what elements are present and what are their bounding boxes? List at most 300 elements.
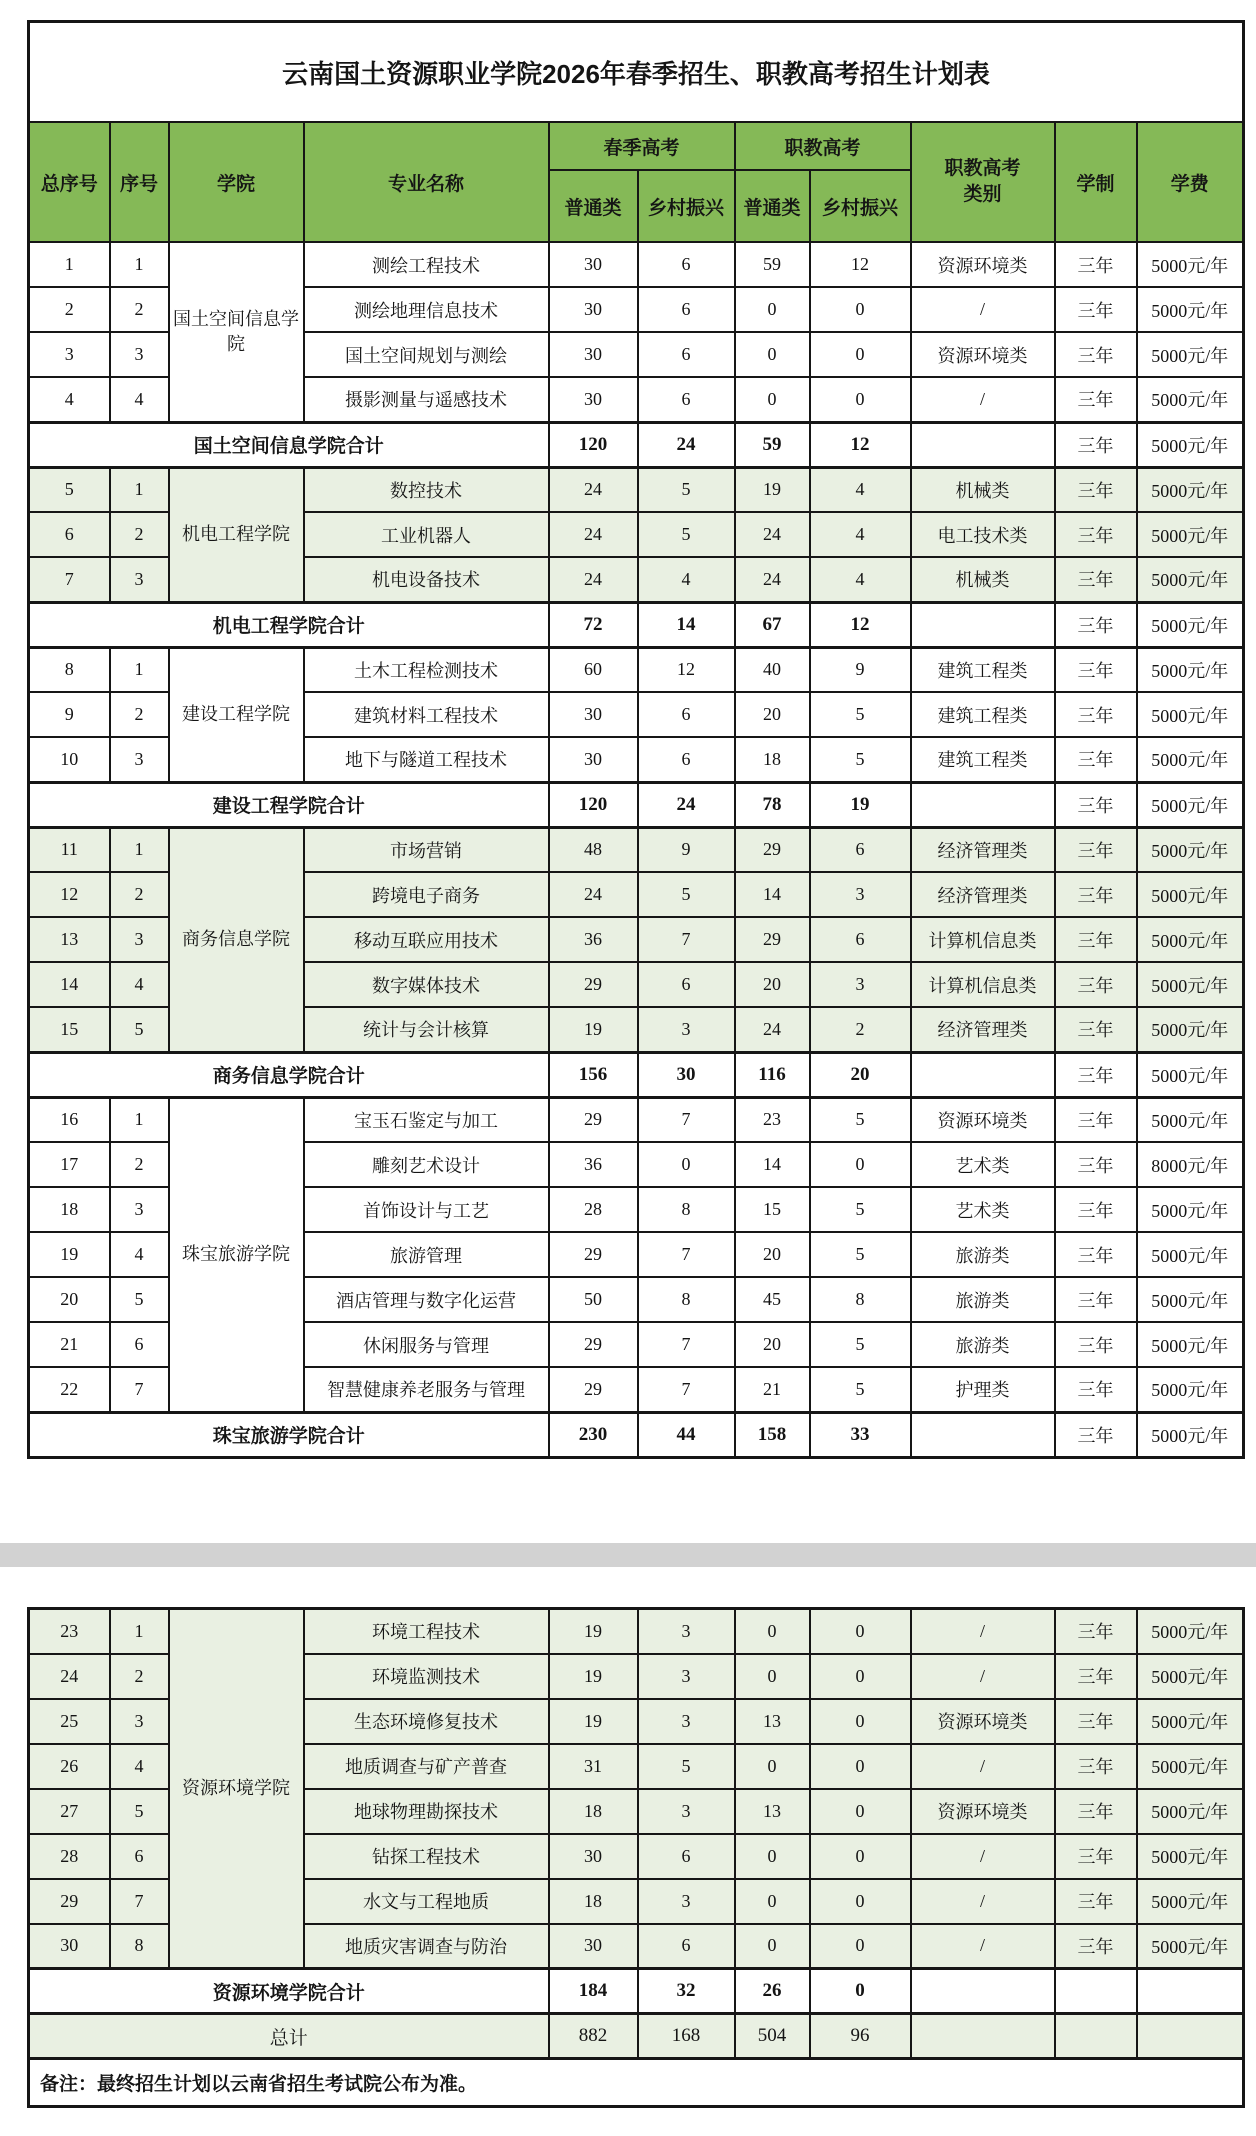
subtotal-value: 184 [549,1969,638,2014]
cell-tuition: 5000元/年 [1137,1879,1244,1924]
col-header-vocational-exam-group: 职教高考 [735,122,911,170]
cell-total-no: 15 [29,1007,110,1052]
subtotal-duration: 三年 [1055,782,1137,827]
cell-sub-no: 6 [110,1322,169,1367]
cell-voc-regular: 0 [735,1924,810,1969]
subtotal-tuition: 5000元/年 [1137,782,1244,827]
cell-major: 移动互联应用技术 [304,917,549,962]
cell-sub-no: 4 [110,962,169,1007]
cell-total-no: 21 [29,1322,110,1367]
cell-spring-regular: 30 [549,377,638,422]
cell-college: 建设工程学院 [169,647,304,782]
cell-voc-category: 建筑工程类 [911,737,1055,782]
cell-voc-category: / [911,377,1055,422]
major-row [29,827,1244,872]
cell-total-no: 11 [29,827,110,872]
subtotal-value: 72 [549,602,638,647]
cell-tuition: 5000元/年 [1137,1232,1244,1277]
cell-spring-rural: 7 [638,1097,735,1142]
cell-major: 摄影测量与遥感技术 [304,377,549,422]
cell-major: 地下与隧道工程技术 [304,737,549,782]
cell-college: 资源环境学院 [169,1609,304,1969]
col-header-voc-rural: 乡村振兴 [810,170,911,242]
cell-tuition: 5000元/年 [1137,332,1244,377]
cell-voc-rural: 3 [810,872,911,917]
cell-spring-regular: 19 [549,1609,638,1654]
cell-voc-rural: 5 [810,1367,911,1412]
cell-spring-regular: 48 [549,827,638,872]
major-row [29,647,1244,692]
cell-voc-rural: 5 [810,1232,911,1277]
cell-voc-category: 资源环境类 [911,1097,1055,1142]
subtotal-value: 30 [638,1052,735,1097]
cell-voc-regular: 24 [735,512,810,557]
cell-duration: 三年 [1055,872,1137,917]
cell-tuition: 5000元/年 [1137,467,1244,512]
subtotal-category [911,1969,1055,2014]
cell-voc-category: 艺术类 [911,1142,1055,1187]
cell-spring-rural: 6 [638,962,735,1007]
cell-major: 休闲服务与管理 [304,1322,549,1367]
cell-spring-rural: 5 [638,872,735,917]
cell-voc-category: / [911,1744,1055,1789]
subtotal-row [29,422,1244,467]
cell-spring-regular: 50 [549,1277,638,1322]
col-header-no: 序号 [110,122,169,242]
cell-voc-regular: 19 [735,467,810,512]
cell-duration: 三年 [1055,557,1137,602]
cell-voc-rural: 0 [810,1609,911,1654]
cell-spring-regular: 24 [549,557,638,602]
cell-voc-regular: 20 [735,1322,810,1367]
cell-sub-no: 4 [110,1744,169,1789]
cell-spring-regular: 28 [549,1187,638,1232]
cell-voc-category: 建筑工程类 [911,647,1055,692]
cell-voc-category: 计算机信息类 [911,917,1055,962]
cell-voc-rural: 0 [810,1744,911,1789]
col-header-voc-regular: 普通类 [735,170,810,242]
cell-major: 数控技术 [304,467,549,512]
subtotal-duration: 三年 [1055,422,1137,467]
cell-voc-rural: 0 [810,1924,911,1969]
cell-tuition: 5000元/年 [1137,287,1244,332]
subtotal-value: 0 [810,1969,911,2014]
cell-tuition: 5000元/年 [1137,917,1244,962]
cell-total-no: 27 [29,1789,110,1834]
enrollment-table-part1 [27,20,1245,1459]
note-text: 备注：最终招生计划以云南省招生考试院公布为准。 [29,2059,1244,2107]
cell-sub-no: 8 [110,1924,169,1969]
cell-voc-rural: 12 [810,242,911,287]
cell-sub-no: 2 [110,1142,169,1187]
cell-total-no: 23 [29,1609,110,1654]
cell-voc-category: / [911,1834,1055,1879]
cell-spring-regular: 30 [549,1834,638,1879]
cell-total-no: 14 [29,962,110,1007]
cell-voc-regular: 21 [735,1367,810,1412]
cell-total-no: 8 [29,647,110,692]
cell-voc-rural: 4 [810,512,911,557]
cell-sub-no: 6 [110,1834,169,1879]
cell-duration: 三年 [1055,647,1137,692]
cell-voc-rural: 3 [810,962,911,1007]
cell-spring-rural: 3 [638,1609,735,1654]
cell-major: 测绘地理信息技术 [304,287,549,332]
grand-total-duration [1055,2014,1137,2059]
cell-spring-rural: 6 [638,1834,735,1879]
cell-duration: 三年 [1055,1654,1137,1699]
grand-total-value: 168 [638,2014,735,2059]
cell-voc-category: / [911,1924,1055,1969]
cell-voc-category: / [911,1609,1055,1654]
cell-duration: 三年 [1055,287,1137,332]
cell-voc-regular: 13 [735,1789,810,1834]
cell-spring-regular: 30 [549,332,638,377]
cell-spring-rural: 6 [638,332,735,377]
cell-duration: 三年 [1055,692,1137,737]
cell-voc-rural: 0 [810,287,911,332]
cell-major: 机电设备技术 [304,557,549,602]
cell-duration: 三年 [1055,1367,1137,1412]
cell-college: 商务信息学院 [169,827,304,1052]
grand-total-label: 总计 [29,2014,549,2059]
cell-spring-regular: 36 [549,1142,638,1187]
subtotal-label: 商务信息学院合计 [29,1052,549,1097]
cell-duration: 三年 [1055,1277,1137,1322]
cell-voc-category: 计算机信息类 [911,962,1055,1007]
cell-duration: 三年 [1055,1097,1137,1142]
cell-voc-regular: 13 [735,1699,810,1744]
grand-total-row [29,2014,1244,2059]
cell-major: 智慧健康养老服务与管理 [304,1367,549,1412]
subtotal-value: 19 [810,782,911,827]
cell-tuition: 8000元/年 [1137,1142,1244,1187]
subtotal-value: 33 [810,1412,911,1457]
cell-voc-regular: 0 [735,377,810,422]
cell-spring-rural: 6 [638,287,735,332]
cell-spring-regular: 19 [549,1699,638,1744]
cell-voc-regular: 29 [735,827,810,872]
cell-tuition: 5000元/年 [1137,1007,1244,1052]
cell-total-no: 4 [29,377,110,422]
cell-spring-rural: 3 [638,1699,735,1744]
cell-voc-regular: 20 [735,962,810,1007]
cell-voc-category: 艺术类 [911,1187,1055,1232]
cell-sub-no: 2 [110,1654,169,1699]
subtotal-category [911,1412,1055,1457]
cell-total-no: 9 [29,692,110,737]
cell-voc-regular: 15 [735,1187,810,1232]
cell-spring-rural: 6 [638,377,735,422]
cell-spring-rural: 12 [638,647,735,692]
subtotal-tuition: 5000元/年 [1137,602,1244,647]
subtotal-value: 67 [735,602,810,647]
cell-tuition: 5000元/年 [1137,1367,1244,1412]
cell-voc-regular: 0 [735,287,810,332]
cell-spring-regular: 30 [549,737,638,782]
cell-sub-no: 3 [110,557,169,602]
cell-voc-regular: 18 [735,737,810,782]
cell-duration: 三年 [1055,1007,1137,1052]
cell-voc-category: 护理类 [911,1367,1055,1412]
subtotal-category [911,1052,1055,1097]
cell-total-no: 29 [29,1879,110,1924]
subtotal-value: 20 [810,1052,911,1097]
subtotal-value: 120 [549,422,638,467]
subtotal-category [911,422,1055,467]
cell-voc-rural: 2 [810,1007,911,1052]
cell-sub-no: 7 [110,1879,169,1924]
cell-major: 统计与会计核算 [304,1007,549,1052]
subtotal-value: 230 [549,1412,638,1457]
cell-voc-rural: 5 [810,692,911,737]
cell-voc-regular: 20 [735,692,810,737]
cell-sub-no: 1 [110,647,169,692]
cell-tuition: 5000元/年 [1137,1277,1244,1322]
col-header-spring-rural: 乡村振兴 [638,170,735,242]
cell-voc-category: 电工技术类 [911,512,1055,557]
cell-duration: 三年 [1055,1609,1137,1654]
subtotal-value: 24 [638,782,735,827]
cell-spring-rural: 5 [638,1744,735,1789]
subtotal-value: 120 [549,782,638,827]
cell-duration: 三年 [1055,1879,1137,1924]
cell-voc-rural: 8 [810,1277,911,1322]
cell-duration: 三年 [1055,377,1137,422]
cell-major: 工业机器人 [304,512,549,557]
cell-tuition: 5000元/年 [1137,1187,1244,1232]
cell-spring-regular: 29 [549,962,638,1007]
cell-total-no: 5 [29,467,110,512]
cell-sub-no: 5 [110,1007,169,1052]
cell-spring-rural: 5 [638,467,735,512]
cell-voc-rural: 0 [810,1789,911,1834]
cell-spring-rural: 9 [638,827,735,872]
cell-total-no: 24 [29,1654,110,1699]
subtotal-duration: 三年 [1055,1052,1137,1097]
subtotal-value: 116 [735,1052,810,1097]
grand-total-category [911,2014,1055,2059]
subtotal-label: 建设工程学院合计 [29,782,549,827]
cell-voc-rural: 0 [810,1142,911,1187]
col-header-total-no: 总序号 [29,122,110,242]
cell-voc-category: 旅游类 [911,1277,1055,1322]
cell-sub-no: 3 [110,917,169,962]
cell-voc-regular: 14 [735,1142,810,1187]
cell-voc-rural: 0 [810,1879,911,1924]
cell-voc-category: 经济管理类 [911,827,1055,872]
cell-tuition: 5000元/年 [1137,1834,1244,1879]
cell-sub-no: 7 [110,1367,169,1412]
cell-spring-rural: 8 [638,1277,735,1322]
cell-tuition: 5000元/年 [1137,1322,1244,1367]
cell-spring-regular: 29 [549,1322,638,1367]
cell-duration: 三年 [1055,1187,1137,1232]
cell-duration: 三年 [1055,1744,1137,1789]
cell-sub-no: 4 [110,377,169,422]
cell-tuition: 5000元/年 [1137,827,1244,872]
cell-spring-regular: 30 [549,1924,638,1969]
subtotal-value: 78 [735,782,810,827]
cell-voc-regular: 14 [735,872,810,917]
cell-voc-rural: 4 [810,467,911,512]
major-row [29,1609,1244,1654]
subtotal-value: 32 [638,1969,735,2014]
cell-spring-regular: 31 [549,1744,638,1789]
grand-total-tuition [1137,2014,1244,2059]
subtotal-tuition: 5000元/年 [1137,422,1244,467]
col-header-college: 学院 [169,122,304,242]
cell-sub-no: 5 [110,1277,169,1322]
cell-voc-category: 机械类 [911,557,1055,602]
cell-sub-no: 4 [110,1232,169,1277]
cell-spring-regular: 60 [549,647,638,692]
cell-duration: 三年 [1055,1789,1137,1834]
cell-total-no: 6 [29,512,110,557]
cell-spring-rural: 7 [638,1367,735,1412]
cell-voc-category: 旅游类 [911,1322,1055,1367]
cell-voc-rural: 0 [810,332,911,377]
cell-voc-regular: 0 [735,1654,810,1699]
col-header-tuition: 学费 [1137,122,1244,242]
cell-college: 国土空间信息学院 [169,242,304,422]
cell-spring-rural: 6 [638,242,735,287]
cell-total-no: 17 [29,1142,110,1187]
subtotal-tuition: 5000元/年 [1137,1412,1244,1457]
col-header-spring-exam-group: 春季高考 [549,122,735,170]
cell-voc-category: 资源环境类 [911,242,1055,287]
subtotal-value: 24 [638,422,735,467]
cell-sub-no: 1 [110,1609,169,1654]
cell-tuition: 5000元/年 [1137,872,1244,917]
cell-major: 环境监测技术 [304,1654,549,1699]
cell-sub-no: 3 [110,1187,169,1232]
cell-voc-regular: 0 [735,1834,810,1879]
cell-voc-category: / [911,287,1055,332]
cell-major: 市场营销 [304,827,549,872]
cell-duration: 三年 [1055,737,1137,782]
cell-spring-regular: 19 [549,1654,638,1699]
subtotal-tuition [1137,1969,1244,2014]
cell-major: 地质灾害调查与防治 [304,1924,549,1969]
cell-total-no: 10 [29,737,110,782]
cell-sub-no: 2 [110,872,169,917]
cell-voc-rural: 6 [810,917,911,962]
cell-spring-regular: 30 [549,242,638,287]
subtotal-value: 14 [638,602,735,647]
grand-total-value: 504 [735,2014,810,2059]
cell-spring-rural: 6 [638,692,735,737]
cell-major: 水文与工程地质 [304,1879,549,1924]
title-row [29,22,1244,123]
cell-major: 建筑材料工程技术 [304,692,549,737]
subtotal-label: 机电工程学院合计 [29,602,549,647]
subtotal-row [29,1969,1244,2014]
subtotal-value: 12 [810,422,911,467]
cell-spring-rural: 7 [638,1232,735,1277]
cell-spring-rural: 3 [638,1654,735,1699]
cell-major: 土木工程检测技术 [304,647,549,692]
cell-tuition: 5000元/年 [1137,377,1244,422]
cell-duration: 三年 [1055,1322,1137,1367]
cell-spring-regular: 29 [549,1367,638,1412]
cell-total-no: 30 [29,1924,110,1969]
subtotal-value: 156 [549,1052,638,1097]
cell-voc-rural: 0 [810,1834,911,1879]
cell-voc-category: 资源环境类 [911,332,1055,377]
cell-tuition: 5000元/年 [1137,692,1244,737]
subtotal-row [29,1052,1244,1097]
subtotal-value: 26 [735,1969,810,2014]
cell-voc-rural: 0 [810,1699,911,1744]
cell-spring-rural: 5 [638,512,735,557]
cell-major: 钻探工程技术 [304,1834,549,1879]
voc-category-label: 职教高考类别 [944,158,1021,205]
subtotal-duration [1055,1969,1137,2014]
subtotal-duration: 三年 [1055,602,1137,647]
cell-spring-regular: 24 [549,467,638,512]
cell-tuition: 5000元/年 [1137,737,1244,782]
cell-sub-no: 2 [110,287,169,332]
cell-major: 宝玉石鉴定与加工 [304,1097,549,1142]
cell-voc-category: 建筑工程类 [911,692,1055,737]
cell-duration: 三年 [1055,1924,1137,1969]
cell-voc-rural: 4 [810,557,911,602]
cell-voc-category: / [911,1879,1055,1924]
cell-voc-category: / [911,1654,1055,1699]
cell-sub-no: 2 [110,692,169,737]
grand-total-value: 96 [810,2014,911,2059]
cell-voc-regular: 24 [735,557,810,602]
subtotal-category [911,782,1055,827]
cell-total-no: 18 [29,1187,110,1232]
cell-spring-rural: 6 [638,1924,735,1969]
cell-voc-category: 经济管理类 [911,872,1055,917]
subtotal-value: 59 [735,422,810,467]
cell-spring-regular: 24 [549,512,638,557]
cell-voc-rural: 5 [810,1097,911,1142]
cell-voc-rural: 5 [810,1187,911,1232]
col-header-duration: 学制 [1055,122,1137,242]
cell-voc-category: 旅游类 [911,1232,1055,1277]
subtotal-row [29,782,1244,827]
cell-spring-rural: 3 [638,1879,735,1924]
subtotal-value: 158 [735,1412,810,1457]
cell-major: 环境工程技术 [304,1609,549,1654]
cell-voc-category: 资源环境类 [911,1699,1055,1744]
note-row [29,2059,1244,2107]
cell-tuition: 5000元/年 [1137,1097,1244,1142]
cell-voc-regular: 45 [735,1277,810,1322]
subtotal-row [29,602,1244,647]
cell-spring-rural: 3 [638,1789,735,1834]
cell-tuition: 5000元/年 [1137,512,1244,557]
cell-voc-rural: 0 [810,377,911,422]
cell-spring-regular: 18 [549,1789,638,1834]
cell-major: 酒店管理与数字化运营 [304,1277,549,1322]
cell-spring-regular: 29 [549,1097,638,1142]
cell-duration: 三年 [1055,1142,1137,1187]
col-header-spring-regular: 普通类 [549,170,638,242]
cell-spring-regular: 36 [549,917,638,962]
cell-spring-rural: 6 [638,737,735,782]
cell-tuition: 5000元/年 [1137,647,1244,692]
subtotal-tuition: 5000元/年 [1137,1052,1244,1097]
cell-total-no: 13 [29,917,110,962]
cell-major: 旅游管理 [304,1232,549,1277]
cell-spring-rural: 7 [638,917,735,962]
cell-total-no: 16 [29,1097,110,1142]
